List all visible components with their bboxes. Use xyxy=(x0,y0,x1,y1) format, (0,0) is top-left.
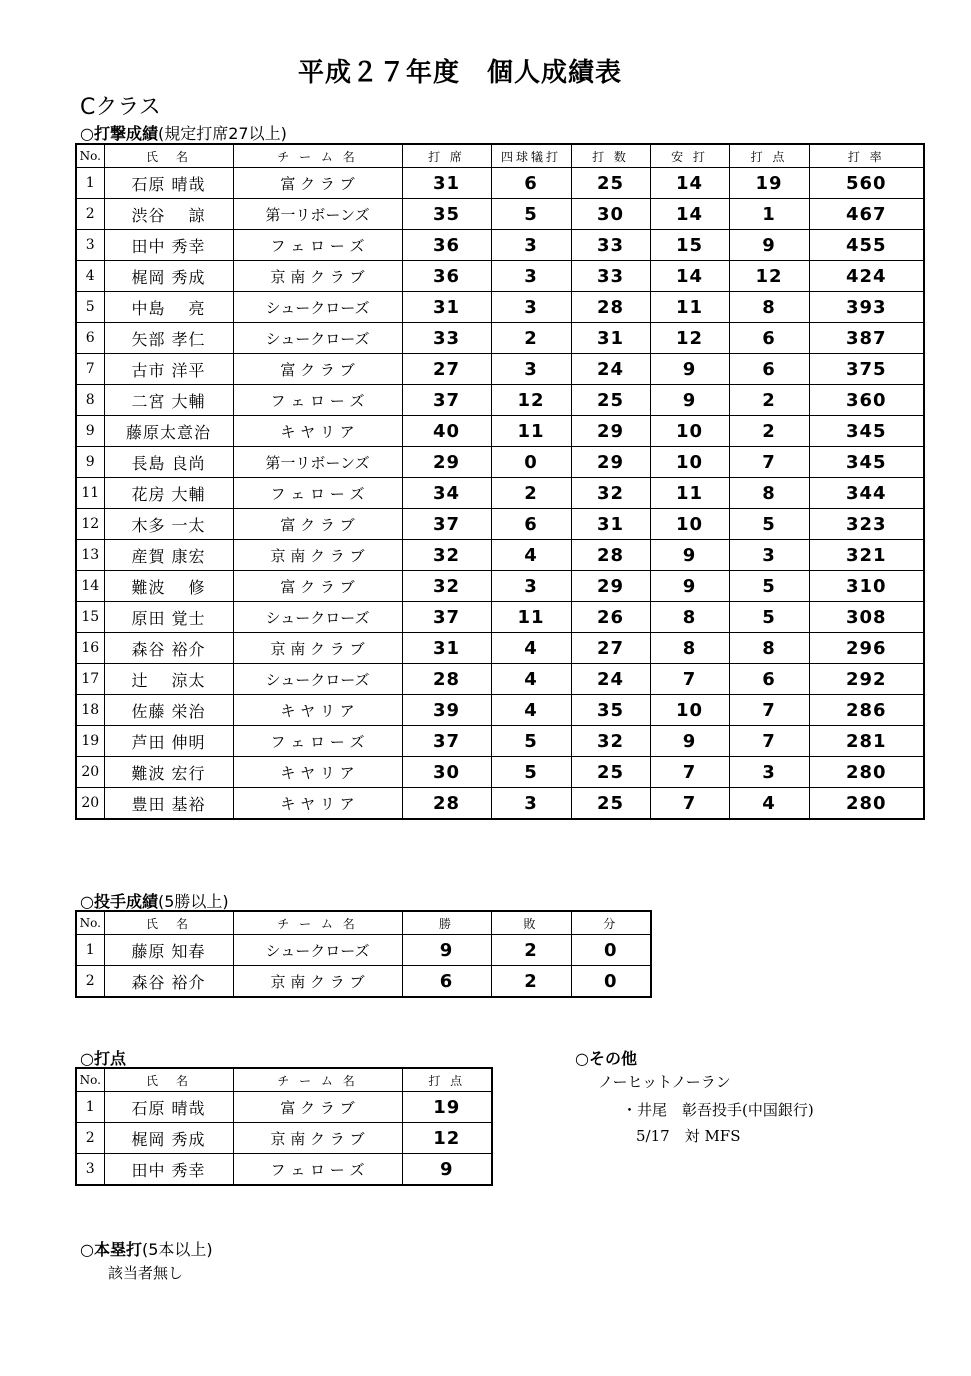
stat-cell: 310 xyxy=(809,571,924,602)
other-heading-title: ○その他 xyxy=(575,1049,637,1068)
column-header: 氏 名 xyxy=(104,911,233,935)
column-header: 打 率 xyxy=(809,144,924,168)
table-row xyxy=(76,447,924,478)
table-row xyxy=(76,695,924,726)
team-name-cell: 京 南 ク ラ ブ xyxy=(233,261,402,292)
player-name-cell: 佐藤 栄治 xyxy=(104,695,233,726)
column-header: 四球犠打 xyxy=(491,144,571,168)
rank-cell: 3 xyxy=(76,230,104,261)
stat-cell: 9 xyxy=(650,726,729,757)
stat-cell: 387 xyxy=(809,323,924,354)
stat-cell: 33 xyxy=(402,323,491,354)
column-header: No. xyxy=(76,911,104,935)
table-row xyxy=(76,757,924,788)
stat-cell: 36 xyxy=(402,230,491,261)
pitching-header-row xyxy=(76,911,651,935)
stat-cell: 14 xyxy=(650,199,729,230)
stat-cell: 4 xyxy=(491,633,571,664)
column-header: No. xyxy=(76,1068,104,1092)
stat-cell: 31 xyxy=(402,292,491,323)
stat-cell: 11 xyxy=(491,602,571,633)
other-line-1: ノーヒットノーラン xyxy=(598,1073,731,1091)
stat-cell: 29 xyxy=(402,447,491,478)
stat-cell: 3 xyxy=(729,540,809,571)
player-name-cell: 花房 大輔 xyxy=(104,478,233,509)
team-name-cell: 富 ク ラ ブ xyxy=(233,354,402,385)
rank-cell: 11 xyxy=(76,478,104,509)
team-name-cell: キ ヤ リ ア xyxy=(233,757,402,788)
homerun-heading-title: ○本塁打 xyxy=(80,1240,142,1259)
stat-cell: 8 xyxy=(650,602,729,633)
player-name-cell: 豊田 基裕 xyxy=(104,788,233,820)
rank-cell: 20 xyxy=(76,788,104,820)
rbi-body xyxy=(76,1092,492,1186)
stat-cell: 3 xyxy=(491,261,571,292)
stat-cell: 2 xyxy=(491,966,571,998)
stat-cell: 12 xyxy=(491,385,571,416)
rank-cell: 4 xyxy=(76,261,104,292)
player-name-cell: 渋谷 諒 xyxy=(104,199,233,230)
rank-cell: 18 xyxy=(76,695,104,726)
stat-cell: 2 xyxy=(491,478,571,509)
stat-cell: 14 xyxy=(650,261,729,292)
rank-cell: 2 xyxy=(76,966,104,998)
rbi-header-row xyxy=(76,1068,492,1092)
stat-cell: 1 xyxy=(729,199,809,230)
team-name-cell: フ ェ ロ ー ズ xyxy=(233,726,402,757)
stat-cell: 28 xyxy=(402,788,491,820)
stat-cell: 10 xyxy=(650,416,729,447)
table-row xyxy=(76,540,924,571)
pitching-table xyxy=(75,910,652,998)
stat-cell: 32 xyxy=(402,571,491,602)
team-name-cell: 京 南 ク ラ ブ xyxy=(233,633,402,664)
stat-cell: 345 xyxy=(809,447,924,478)
stat-cell: 323 xyxy=(809,509,924,540)
rank-cell: 3 xyxy=(76,1154,104,1186)
stat-cell: 281 xyxy=(809,726,924,757)
stat-cell: 7 xyxy=(729,695,809,726)
player-name-cell: 田中 秀幸 xyxy=(104,230,233,261)
stat-cell: 9 xyxy=(650,571,729,602)
stat-cell: 5 xyxy=(491,757,571,788)
stat-cell: 28 xyxy=(571,540,650,571)
stat-cell: 25 xyxy=(571,385,650,416)
stat-cell: 32 xyxy=(571,726,650,757)
stat-cell: 29 xyxy=(571,571,650,602)
player-name-cell: 芦田 伸明 xyxy=(104,726,233,757)
player-name-cell: 石原 晴哉 xyxy=(104,1092,233,1123)
rank-cell: 17 xyxy=(76,664,104,695)
other-heading xyxy=(575,1046,637,1069)
column-header: 氏 名 xyxy=(104,1068,233,1092)
stat-cell: 4 xyxy=(729,788,809,820)
class-label: Cクラス xyxy=(80,95,161,120)
stat-cell: 280 xyxy=(809,788,924,820)
stat-cell: 321 xyxy=(809,540,924,571)
player-name-cell: 石原 晴哉 xyxy=(104,168,233,199)
stat-cell: 5 xyxy=(491,726,571,757)
stat-cell: 2 xyxy=(729,385,809,416)
homerun-heading-note: (5本以上) xyxy=(141,1240,213,1259)
column-header: チ ー ム 名 xyxy=(233,1068,402,1092)
table-row xyxy=(76,664,924,695)
team-name-cell: キ ヤ リ ア xyxy=(233,788,402,820)
team-name-cell: 富 ク ラ ブ xyxy=(233,1092,402,1123)
rank-cell: 13 xyxy=(76,540,104,571)
stat-cell: 345 xyxy=(809,416,924,447)
stat-cell: 9 xyxy=(402,935,491,966)
stat-cell: 4 xyxy=(491,664,571,695)
rank-cell: 1 xyxy=(76,935,104,966)
column-header: 安 打 xyxy=(650,144,729,168)
column-header: 打 席 xyxy=(402,144,491,168)
stat-cell: 11 xyxy=(650,478,729,509)
stat-cell: 455 xyxy=(809,230,924,261)
stat-cell: 24 xyxy=(571,664,650,695)
stat-cell: 8 xyxy=(729,478,809,509)
stat-cell: 8 xyxy=(729,633,809,664)
stat-cell: 0 xyxy=(491,447,571,478)
stat-cell: 25 xyxy=(571,757,650,788)
batting-body xyxy=(76,168,924,820)
table-row xyxy=(76,323,924,354)
stat-cell: 7 xyxy=(650,788,729,820)
stat-cell: 7 xyxy=(650,757,729,788)
stat-cell: 7 xyxy=(729,447,809,478)
stat-cell: 25 xyxy=(571,788,650,820)
table-row xyxy=(76,292,924,323)
rank-cell: 12 xyxy=(76,509,104,540)
stat-cell: 14 xyxy=(650,168,729,199)
rank-cell: 2 xyxy=(76,199,104,230)
player-name-cell: 森谷 裕介 xyxy=(104,966,233,998)
table-row xyxy=(76,478,924,509)
rbi-heading-title: ○打点 xyxy=(80,1049,126,1068)
stat-cell: 7 xyxy=(650,664,729,695)
table-row xyxy=(76,354,924,385)
stat-cell: 3 xyxy=(491,292,571,323)
column-header: 分 xyxy=(571,911,651,935)
stat-cell: 6 xyxy=(729,664,809,695)
stat-cell: 292 xyxy=(809,664,924,695)
rank-cell: 7 xyxy=(76,354,104,385)
table-row xyxy=(76,602,924,633)
stat-cell: 375 xyxy=(809,354,924,385)
stat-cell: 5 xyxy=(729,571,809,602)
column-header: 打 数 xyxy=(571,144,650,168)
stat-cell: 12 xyxy=(650,323,729,354)
rank-cell: 2 xyxy=(76,1123,104,1154)
column-header: 打 点 xyxy=(402,1068,492,1092)
homerun-heading xyxy=(80,1237,213,1260)
player-name-cell: 難波 宏行 xyxy=(104,757,233,788)
table-row xyxy=(76,509,924,540)
player-name-cell: 古市 洋平 xyxy=(104,354,233,385)
rank-cell: 1 xyxy=(76,1092,104,1123)
stat-cell: 35 xyxy=(571,695,650,726)
stat-cell: 9 xyxy=(650,540,729,571)
rank-cell: 20 xyxy=(76,757,104,788)
stat-cell: 308 xyxy=(809,602,924,633)
stat-cell: 33 xyxy=(571,261,650,292)
stat-cell: 37 xyxy=(402,385,491,416)
stat-cell: 8 xyxy=(650,633,729,664)
stat-cell: 37 xyxy=(402,602,491,633)
column-header: 勝 xyxy=(402,911,491,935)
player-name-cell: 森谷 裕介 xyxy=(104,633,233,664)
stat-cell: 40 xyxy=(402,416,491,447)
rank-cell: 5 xyxy=(76,292,104,323)
stat-cell: 12 xyxy=(729,261,809,292)
stat-cell: 37 xyxy=(402,509,491,540)
stat-cell: 29 xyxy=(571,447,650,478)
table-row xyxy=(76,788,924,820)
stat-cell: 280 xyxy=(809,757,924,788)
batting-header-row xyxy=(76,144,924,168)
rank-cell: 8 xyxy=(76,385,104,416)
table-row xyxy=(76,966,651,998)
rank-cell: 16 xyxy=(76,633,104,664)
batting-heading xyxy=(80,121,287,144)
team-name-cell: シュークローズ xyxy=(233,292,402,323)
stat-cell: 6 xyxy=(729,323,809,354)
stat-cell: 3 xyxy=(491,788,571,820)
table-row xyxy=(76,726,924,757)
stat-cell: 6 xyxy=(491,509,571,540)
table-row xyxy=(76,935,651,966)
player-name-cell: 長島 良尚 xyxy=(104,447,233,478)
stat-cell: 19 xyxy=(402,1092,492,1123)
table-row xyxy=(76,230,924,261)
batting-heading-title: ○打撃成績 xyxy=(80,124,158,143)
batting-table xyxy=(75,143,925,820)
player-name-cell: 梶岡 秀成 xyxy=(104,1123,233,1154)
stat-cell: 31 xyxy=(571,509,650,540)
stat-cell: 36 xyxy=(402,261,491,292)
table-row xyxy=(76,633,924,664)
stat-cell: 8 xyxy=(729,292,809,323)
team-name-cell: フ ェ ロ ー ズ xyxy=(233,1154,402,1186)
rank-cell: 1 xyxy=(76,168,104,199)
pitching-body xyxy=(76,935,651,998)
team-name-cell: フ ェ ロ ー ズ xyxy=(233,385,402,416)
other-line-2: ・井尾 彰吾投手(中国銀行) xyxy=(622,1101,814,1119)
stat-cell: 12 xyxy=(402,1123,492,1154)
team-name-cell: シュークローズ xyxy=(233,935,402,966)
team-name-cell: 富 ク ラ ブ xyxy=(233,571,402,602)
stat-cell: 467 xyxy=(809,199,924,230)
stat-cell: 3 xyxy=(491,571,571,602)
player-name-cell: 産賀 康宏 xyxy=(104,540,233,571)
stat-cell: 5 xyxy=(491,199,571,230)
player-name-cell: 藤原太意治 xyxy=(104,416,233,447)
stat-cell: 0 xyxy=(571,935,651,966)
table-row xyxy=(76,1154,492,1186)
team-name-cell: キ ヤ リ ア xyxy=(233,695,402,726)
player-name-cell: 藤原 知春 xyxy=(104,935,233,966)
stat-cell: 29 xyxy=(571,416,650,447)
stat-cell: 296 xyxy=(809,633,924,664)
team-name-cell: 京 南 ク ラ ブ xyxy=(233,966,402,998)
team-name-cell: キ ヤ リ ア xyxy=(233,416,402,447)
stat-cell: 37 xyxy=(402,726,491,757)
stat-cell: 19 xyxy=(729,168,809,199)
team-name-cell: 第一リボーンズ xyxy=(233,199,402,230)
stat-cell: 27 xyxy=(402,354,491,385)
stat-cell: 10 xyxy=(650,509,729,540)
player-name-cell: 難波 修 xyxy=(104,571,233,602)
player-name-cell: 原田 覚士 xyxy=(104,602,233,633)
stat-cell: 9 xyxy=(650,385,729,416)
stat-cell: 2 xyxy=(491,935,571,966)
team-name-cell: シュークローズ xyxy=(233,323,402,354)
stat-cell: 560 xyxy=(809,168,924,199)
player-name-cell: 田中 秀幸 xyxy=(104,1154,233,1186)
stat-cell: 33 xyxy=(571,230,650,261)
column-header: 打 点 xyxy=(729,144,809,168)
player-name-cell: 辻 涼太 xyxy=(104,664,233,695)
homerun-text: 該当者無し xyxy=(108,1264,184,1282)
rank-cell: 9 xyxy=(76,447,104,478)
stat-cell: 26 xyxy=(571,602,650,633)
stat-cell: 28 xyxy=(402,664,491,695)
stat-cell: 31 xyxy=(402,168,491,199)
stat-cell: 3 xyxy=(491,354,571,385)
page-title: 平成２７年度 個人成績表 xyxy=(297,58,622,88)
stat-cell: 2 xyxy=(491,323,571,354)
team-name-cell: 富 ク ラ ブ xyxy=(233,168,402,199)
rbi-table xyxy=(75,1067,493,1186)
stat-cell: 4 xyxy=(491,540,571,571)
stat-cell: 35 xyxy=(402,199,491,230)
team-name-cell: フ ェ ロ ー ズ xyxy=(233,478,402,509)
stat-cell: 6 xyxy=(402,966,491,998)
table-row xyxy=(76,385,924,416)
stat-cell: 15 xyxy=(650,230,729,261)
pitching-heading xyxy=(80,889,229,912)
player-name-cell: 梶岡 秀成 xyxy=(104,261,233,292)
batting-heading-note: (規定打席27以上) xyxy=(157,124,287,143)
stat-cell: 6 xyxy=(729,354,809,385)
team-name-cell: シュークローズ xyxy=(233,602,402,633)
table-row xyxy=(76,261,924,292)
stat-cell: 4 xyxy=(491,695,571,726)
stat-cell: 7 xyxy=(729,726,809,757)
column-header: 敗 xyxy=(491,911,571,935)
player-name-cell: 矢部 孝仁 xyxy=(104,323,233,354)
stat-cell: 11 xyxy=(650,292,729,323)
rank-cell: 6 xyxy=(76,323,104,354)
stat-cell: 24 xyxy=(571,354,650,385)
stat-cell: 286 xyxy=(809,695,924,726)
rank-cell: 9 xyxy=(76,416,104,447)
team-name-cell: 第一リボーンズ xyxy=(233,447,402,478)
stat-cell: 39 xyxy=(402,695,491,726)
stat-cell: 10 xyxy=(650,447,729,478)
player-name-cell: 二宮 大輔 xyxy=(104,385,233,416)
stat-cell: 9 xyxy=(402,1154,492,1186)
stat-cell: 32 xyxy=(571,478,650,509)
table-row xyxy=(76,416,924,447)
column-header: チ ー ム 名 xyxy=(233,911,402,935)
table-row xyxy=(76,571,924,602)
stat-cell: 393 xyxy=(809,292,924,323)
player-name-cell: 木多 一太 xyxy=(104,509,233,540)
stat-cell: 2 xyxy=(729,416,809,447)
stat-cell: 32 xyxy=(402,540,491,571)
team-name-cell: シュークローズ xyxy=(233,664,402,695)
stat-cell: 34 xyxy=(402,478,491,509)
stat-cell: 10 xyxy=(650,695,729,726)
stat-cell: 5 xyxy=(729,509,809,540)
stat-cell: 344 xyxy=(809,478,924,509)
pitching-heading-note: (5勝以上) xyxy=(157,892,229,911)
stat-cell: 30 xyxy=(402,757,491,788)
table-row xyxy=(76,1092,492,1123)
stat-cell: 5 xyxy=(729,602,809,633)
stat-cell: 3 xyxy=(491,230,571,261)
column-header: No. xyxy=(76,144,104,168)
stat-cell: 25 xyxy=(571,168,650,199)
stat-cell: 9 xyxy=(729,230,809,261)
stat-cell: 31 xyxy=(402,633,491,664)
other-line-3: 5/17 対 MFS xyxy=(636,1127,741,1145)
table-row xyxy=(76,168,924,199)
column-header: チ ー ム 名 xyxy=(233,144,402,168)
stat-cell: 0 xyxy=(571,966,651,998)
stat-cell: 28 xyxy=(571,292,650,323)
table-row xyxy=(76,199,924,230)
team-name-cell: フ ェ ロ ー ズ xyxy=(233,230,402,261)
player-name-cell: 中島 亮 xyxy=(104,292,233,323)
rank-cell: 19 xyxy=(76,726,104,757)
stat-cell: 424 xyxy=(809,261,924,292)
rbi-heading xyxy=(80,1046,126,1069)
stat-cell: 11 xyxy=(491,416,571,447)
table-row xyxy=(76,1123,492,1154)
rank-cell: 15 xyxy=(76,602,104,633)
stat-cell: 9 xyxy=(650,354,729,385)
stat-cell: 27 xyxy=(571,633,650,664)
pitching-heading-title: ○投手成績 xyxy=(80,892,158,911)
team-name-cell: 富 ク ラ ブ xyxy=(233,509,402,540)
stat-cell: 31 xyxy=(571,323,650,354)
stat-cell: 30 xyxy=(571,199,650,230)
stat-cell: 360 xyxy=(809,385,924,416)
column-header: 氏 名 xyxy=(104,144,233,168)
rank-cell: 14 xyxy=(76,571,104,602)
stat-cell: 6 xyxy=(491,168,571,199)
stat-cell: 3 xyxy=(729,757,809,788)
team-name-cell: 京 南 ク ラ ブ xyxy=(233,1123,402,1154)
team-name-cell: 京 南 ク ラ ブ xyxy=(233,540,402,571)
